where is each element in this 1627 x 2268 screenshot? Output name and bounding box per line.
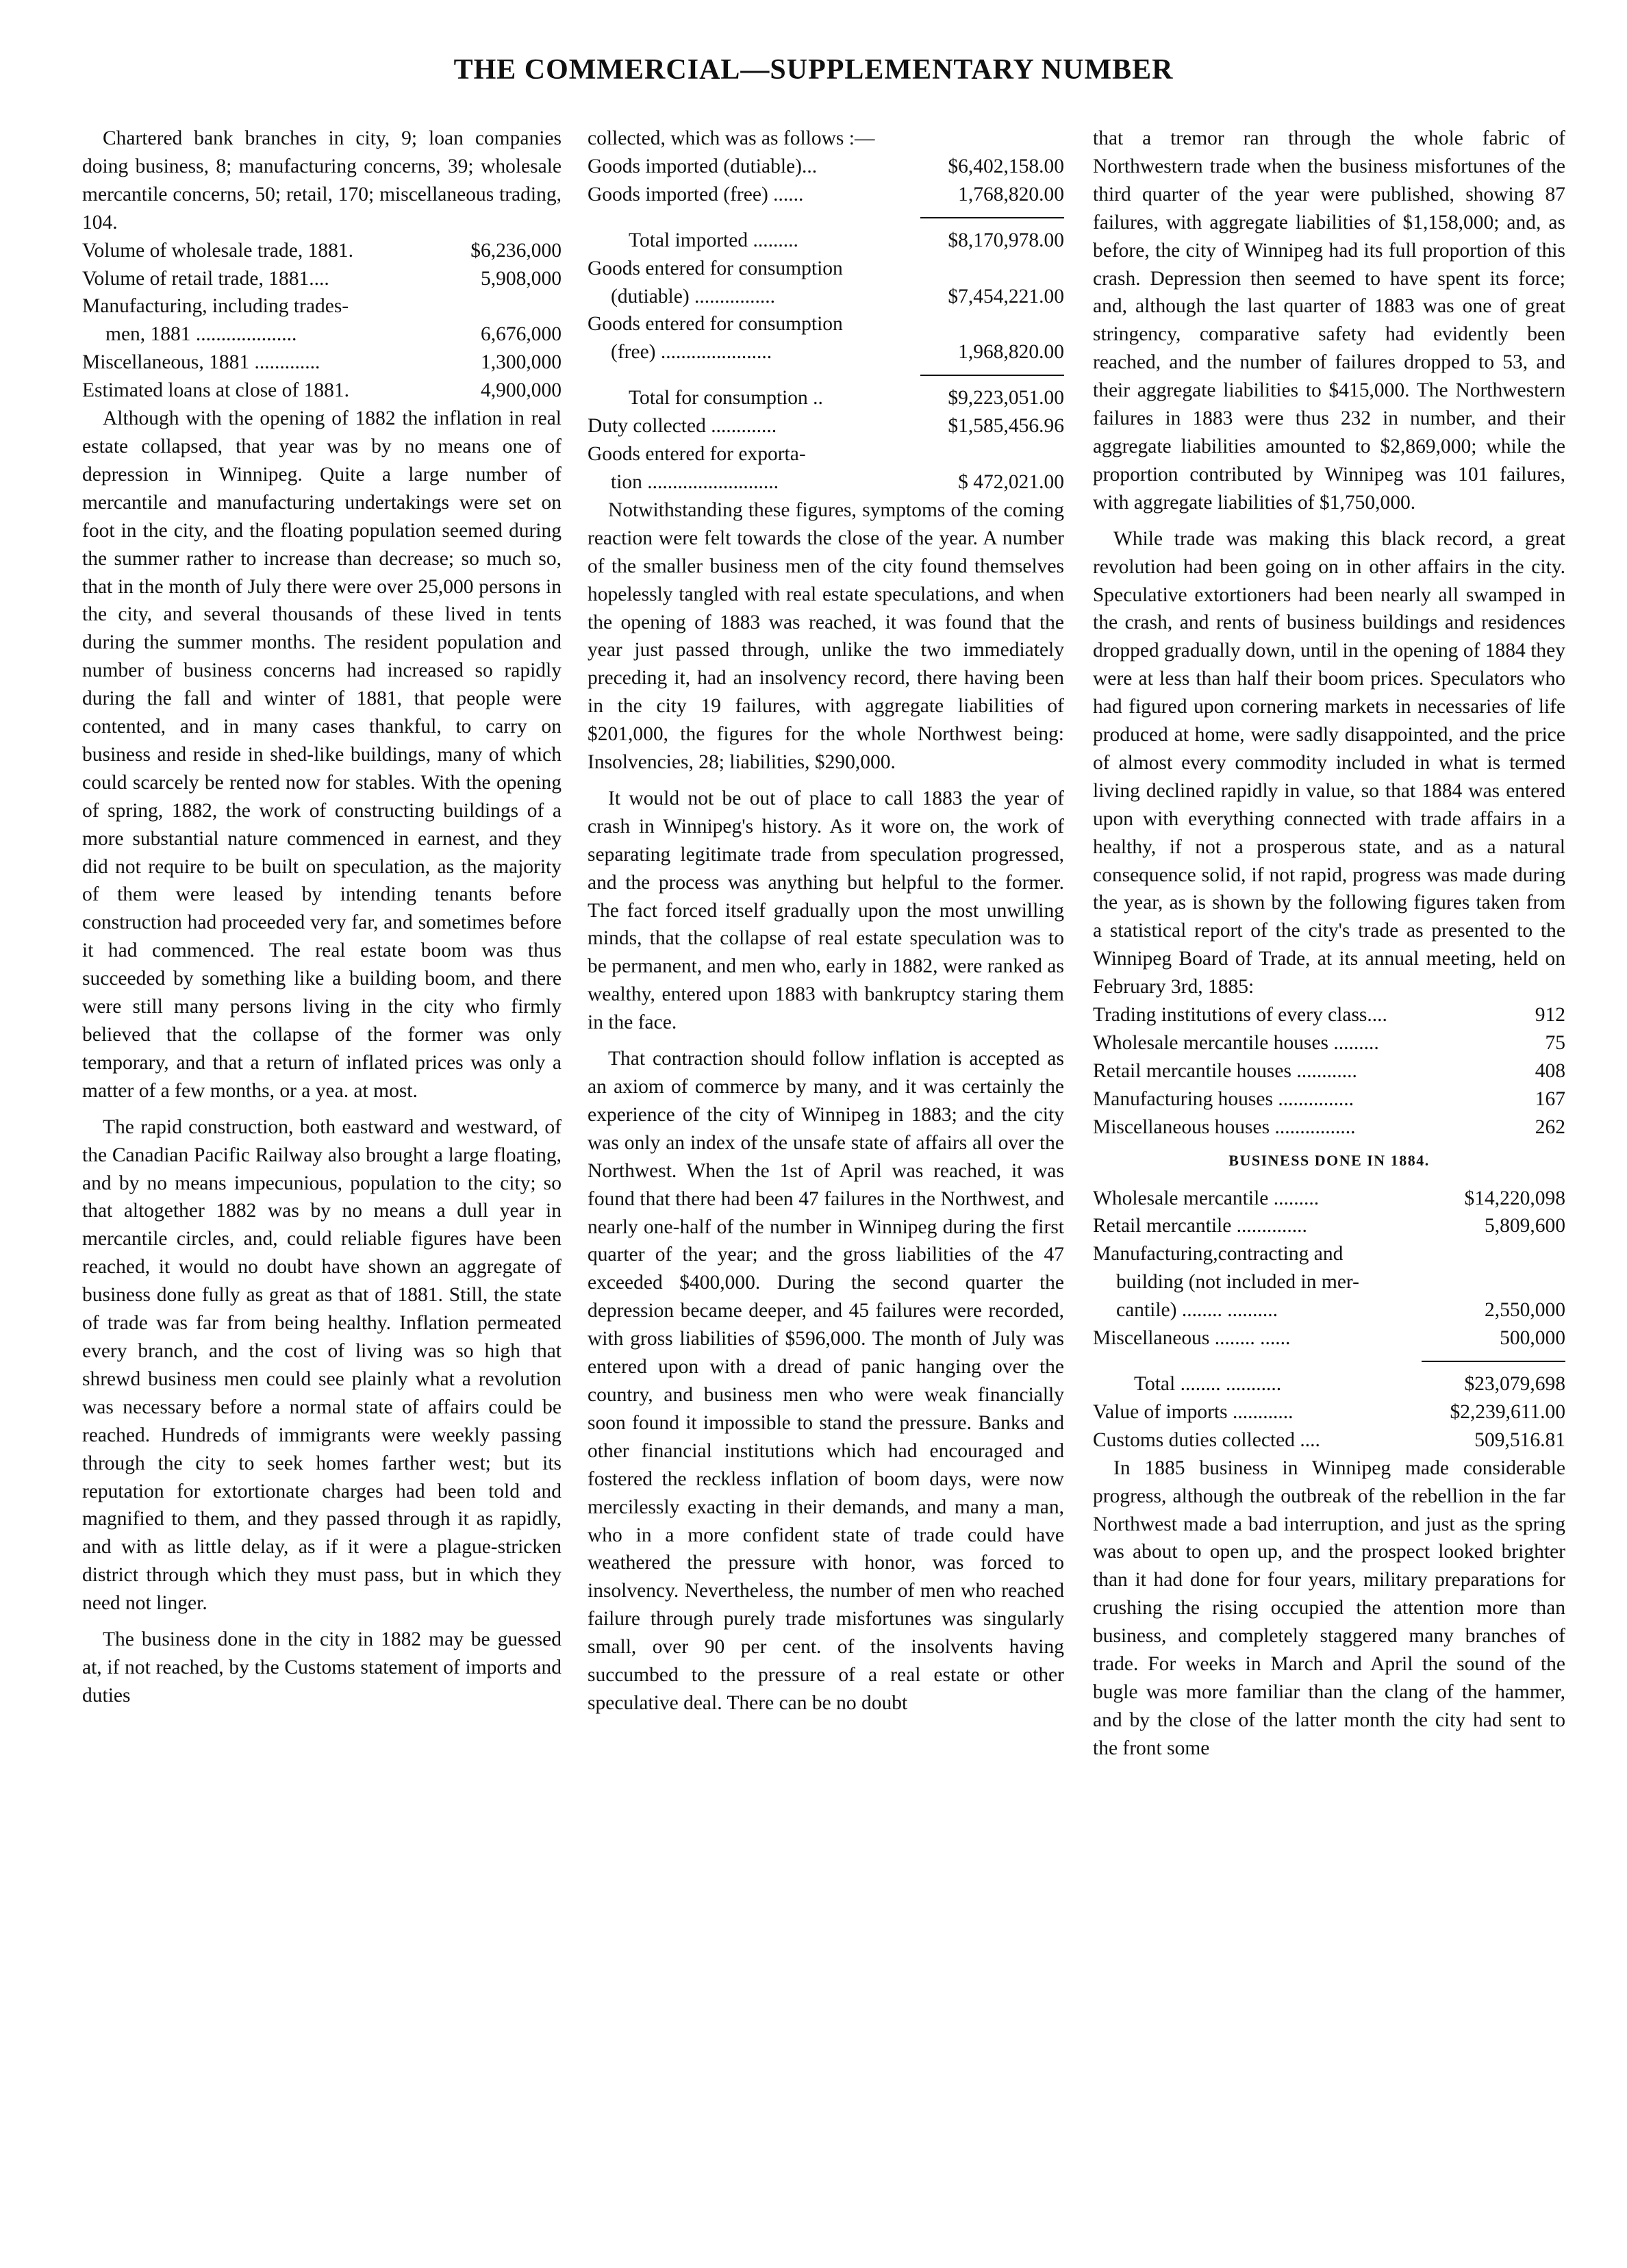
stat-line bbox=[1093, 1296, 1565, 1324]
stat-line bbox=[588, 181, 1064, 209]
stat-line bbox=[588, 338, 1064, 366]
stat-value: 167 bbox=[1535, 1087, 1565, 1110]
stat-value: 262 bbox=[1535, 1116, 1565, 1138]
stat-line bbox=[588, 468, 1064, 496]
page-header: THE COMMERCIAL—SUPPLEMENTARY NUMBER bbox=[453, 54, 1174, 86]
stat-label: (free) ...................... bbox=[611, 341, 772, 364]
stat-value: $ 472,021.00 bbox=[958, 470, 1064, 493]
stat-line bbox=[1093, 1398, 1565, 1426]
stat-line bbox=[82, 237, 562, 265]
paragraph: that a tremor ran through the whole fabric of Northwestern trade when the business misfortunes of the third quarter of the year were published, showing 87 failures, with aggregate liabilities of $1,158,000; and, as before, the city of Winnipeg had its full proportion of this crash. Depression then seemed to have spent its force; and, although the last quarter of 1883 was one of great stringency, comparative safety had evidently been reached, and the number of failures dropped to 53, and their aggregate liabilities to $415,000. The Northwestern failures in 1883 were thus 232 in number, and their aggregate liabilities amounted to $2,869,000; while the proportion contributed by Winnipeg was 101 failures, with aggregate liabilities of $1,750,000. bbox=[1093, 127, 1565, 514]
stat-line bbox=[588, 283, 1064, 311]
stat-value: 1,968,820.00 bbox=[958, 341, 1064, 364]
stat-value: $1,585,456.96 bbox=[948, 415, 1064, 438]
stat-label: Retail mercantile houses ............ bbox=[1093, 1059, 1357, 1082]
stat-label: Total for consumption .. bbox=[629, 387, 823, 410]
stat-value: $8,170,978.00 bbox=[948, 229, 1064, 251]
stat-label: Total ........ ........... bbox=[1134, 1372, 1282, 1395]
stat-label: Trading institutions of every class.... bbox=[1093, 1004, 1387, 1026]
stat-value: $7,454,221.00 bbox=[948, 285, 1064, 307]
stat-line bbox=[82, 377, 562, 405]
paragraph: The rapid construction, both eastward and westward, of the Canadian Pacific Railway also brought a large floating, and by no means impecunious, population to the city; so that altogether 1882 was by no means a dull year in mercantile circles, and, could reliable figures have been reached, it would no doubt have shown an aggregate of business done fully as great as that of 1881. Still, the state of trade was far from being healthy. Inflation permeated every branch, and the cost of living was so high that shrewd business men could see plainly what a revolution was necessary before a normal state of affairs could be reached. Hundreds of immigrants were weekly passing through the city to seek homes farther west; but its reputation for extortionate charges had been told and magnified to them, and they passed through it as rapidly, and with as little delay, as if it were a plague-stricken district through which they must pass, but in which they need not linger. bbox=[82, 1116, 562, 1615]
stat-label: Manufacturing,contracting and bbox=[1093, 1243, 1344, 1265]
stat-label: Total imported ......... bbox=[629, 229, 798, 251]
paragraph: Notwithstanding these figures, symptoms of the coming reaction were felt towards the close of the year. A number of the smaller business men of the city found themselves hopelessly tangled with real estate speculations, and when the opening of 1883 was reached, it was found that the year just passed through, unlike the two immediately preceding it, had an insolvency record, there having been in the city 19 failures, with aggregate liabilities of $201,000, the figures for the whole Northwest being: Insolvencies, 28; liabilities, $290,000. bbox=[588, 499, 1064, 774]
stat-value: $14,220,098 bbox=[1464, 1187, 1565, 1209]
column-1 bbox=[82, 125, 562, 2254]
stat-value: $6,402,158.00 bbox=[948, 155, 1064, 177]
stat-line bbox=[588, 412, 1064, 440]
paragraph: That contraction should follow inflation is accepted as an axiom of commerce by many, and it was certainly the experience of the city of Winnipeg in 1883; and the city was only an index of the unsafe state of affairs all over the Northwest. When the 1st of April was reached, it was found that there had been 47 failures in the Northwest, and nearly one-half of the number in Winnipeg during the first quarter of the year; and the gross liabilities of the 47 exceeded $400,000. During the second quarter the depression became deeper, and 45 failures were recorded, with gross liabilities of $596,000. The month of July was entered upon with a dread of panic hanging over the country, and business men who were weak financially soon found it impossible to stand the pressure. Banks and other financial institutions which had encouraged and fostered the reckless inflation of boom days, were now mercilessly exacting in their demands, and many a man, who in a more confident state of trade could have weathered the pressure with honor, was forced to insolvency. Nevertheless, the number of men who reached failure through purely trade misfortunes was singularly small, over 90 per cent. of the insolvents having succumbed to the pressure of a real estate or other speculative deal. There can be no doubt bbox=[588, 1048, 1064, 1714]
stat-label: Volume of retail trade, 1881.... bbox=[82, 267, 329, 290]
stat-label: Duty collected ............. bbox=[588, 415, 777, 438]
stat-value: $6,236,000 bbox=[470, 239, 562, 262]
stat-value: 408 bbox=[1535, 1059, 1565, 1082]
stat-label: cantile) ........ .......... bbox=[1116, 1299, 1278, 1322]
stat-line bbox=[82, 320, 562, 349]
stat-label: tion .......................... bbox=[611, 470, 779, 493]
stat-value: 912 bbox=[1535, 1004, 1565, 1026]
stat-value: 2,550,000 bbox=[1485, 1299, 1565, 1322]
stat-label: Goods entered for exporta- bbox=[588, 443, 806, 466]
paragraph: The business done in the city in 1882 may be guessed at, if not reached, by the Customs statement of imports and duties bbox=[82, 1628, 562, 1706]
column-2 bbox=[588, 125, 1064, 2254]
total-rule bbox=[920, 217, 1064, 218]
stat-line bbox=[588, 153, 1064, 181]
stat-value: $23,079,698 bbox=[1464, 1372, 1565, 1395]
stat-label: men, 1881 .................... bbox=[105, 323, 297, 346]
stat-line bbox=[1093, 1426, 1565, 1454]
stat-label: Manufacturing, including trades- bbox=[82, 295, 349, 318]
total-rule bbox=[920, 375, 1064, 376]
stat-line bbox=[1093, 1001, 1565, 1029]
stat-line bbox=[1093, 1324, 1565, 1352]
stat-line bbox=[1093, 1057, 1565, 1085]
stat-value: $9,223,051.00 bbox=[948, 387, 1064, 410]
stat-line bbox=[1093, 1113, 1565, 1142]
stat-label: Volume of wholesale trade, 1881. bbox=[82, 239, 353, 262]
stat-line bbox=[588, 227, 1064, 255]
paragraph: In 1885 business in Winnipeg made considerable progress, although the outbreak of the rebellion in the far Northwest made a bad interruption, and just as the spring was about to open up, and the prospect looked brighter than it had done for four years, military preparations for crushing the rising occupied the attention more than business, and completely staggered many branches of trade. For weeks in March and April the sound of the bugle was more familiar than the clang of the hammer, and by the close of the latter month the city had sent to the front some bbox=[1093, 1457, 1565, 1759]
stat-value: 4,900,000 bbox=[481, 379, 562, 402]
stat-line bbox=[82, 265, 562, 293]
stat-value: 5,809,600 bbox=[1485, 1215, 1565, 1237]
stat-value: 509,516.81 bbox=[1474, 1428, 1565, 1451]
stat-label: Wholesale mercantile ......... bbox=[1093, 1187, 1320, 1209]
stat-value: 6,676,000 bbox=[481, 323, 562, 346]
stat-label: Estimated loans at close of 1881. bbox=[82, 379, 349, 402]
stat-value: 5,908,000 bbox=[481, 267, 562, 290]
stat-value: 1,300,000 bbox=[481, 351, 562, 374]
paragraph: Chartered bank branches in city, 9; loan companies doing business, 8; manufacturing concerns, 39; wholesale mercantile concerns, 50; retail, 170; miscellaneous trading, 104. bbox=[82, 127, 562, 234]
stat-value: 75 bbox=[1545, 1032, 1565, 1054]
stat-label: Miscellaneous houses ................ bbox=[1093, 1116, 1356, 1138]
total-rule bbox=[1422, 1361, 1565, 1362]
stat-label: Miscellaneous ........ ...... bbox=[1093, 1327, 1291, 1350]
stat-label: Manufacturing houses ............... bbox=[1093, 1087, 1354, 1110]
stat-label: Goods imported (free) ...... bbox=[588, 183, 804, 205]
paragraph: collected, which was as follows :— bbox=[588, 127, 875, 149]
stat-label: (dutiable) ................ bbox=[611, 285, 776, 307]
stat-label: building (not included in mer- bbox=[1116, 1271, 1359, 1294]
stat-label: Retail mercantile .............. bbox=[1093, 1215, 1307, 1237]
stat-value: 1,768,820.00 bbox=[958, 183, 1064, 205]
stat-label: Value of imports ............ bbox=[1093, 1400, 1294, 1423]
stat-line bbox=[1093, 1085, 1565, 1113]
stat-label: Goods entered for consumption bbox=[588, 313, 843, 336]
paragraph: Although with the opening of 1882 the inflation in real estate collapsed, that year was by no means one of depression in Winnipeg. Quite a large number of mercantile and manufacturing undertakings were set on foot in the city, and the floating population seemed during the summer rather to increase than decrease; so much so, that in the month of July there were over 25,000 persons in the city, and several thousands of these lived in tents during the summer months. The resident population and number of business concerns had increased so rapidly during the fall and winter of 1881, that people were contented, and in many cases thankful, to carry on business and reside in shed-like buildings, many of which could scarcely be rented now for stables. With the opening of spring, 1882, the work of constructing buildings of a more substantial nature commenced in earnest, and they did not require to be built on speculation, as the majority of them were leased by intending tenants before construction had proceeded very far, and sometimes before it had commenced. The real estate boom was thus succeeded by something like a building boom, and there were still many persons living in the city who firmly believed that the collapse of the former was only temporary, and that a return of inflated prices was only a matter of a few months, or a yea. at most. bbox=[82, 407, 562, 1102]
stat-label: Customs duties collected .... bbox=[1093, 1428, 1320, 1451]
stat-label: Goods imported (dutiable)... bbox=[588, 155, 818, 177]
section-subheading: BUSINESS DONE IN 1884. bbox=[1228, 1151, 1430, 1169]
stat-label: Goods entered for consumption bbox=[588, 257, 843, 279]
column-3 bbox=[1093, 125, 1565, 2254]
stat-line bbox=[588, 384, 1064, 412]
stat-line bbox=[1093, 1212, 1565, 1240]
stat-value: 500,000 bbox=[1500, 1327, 1565, 1350]
stat-line bbox=[1093, 1185, 1565, 1213]
stat-label: Miscellaneous, 1881 ............. bbox=[82, 351, 320, 374]
stat-line bbox=[1093, 1029, 1565, 1057]
stat-line bbox=[82, 349, 562, 377]
paragraph: It would not be out of place to call 1883 the year of crash in Winnipeg's history. As it wore on, the work of separating legitimate trade from speculation progressed, and the process was anything but helpful to the former. The fact forced itself gradually upon the most unwilling minds, that the collapse of real estate speculation was to be permanent, and men who, early in 1882, were ranked as wealthy, entered upon 1883 with bankruptcy staring them in the face. bbox=[588, 787, 1064, 1034]
paragraph: While trade was making this black record, a great revolution had been going on in other affairs in the city. Speculative extortioners had been nearly all swamped in the crash, and rents of business buildings and residences dropped gradually down, until in the opening of 1884 they were at less than half their boom prices. Speculators who had figured upon cornering markets in necessaries of life produced at home, were sadly disappointed, and the price of almost every commodity included in what is termed living declined rapidly in value, so that 1884 was entered upon with everything connected with trade affairs in a healthy, if not a prosperous state, and as a natural consequence solid, if not rapid, progress was made during the year, as is shown by the following figures taken from a statistical report of the city's trade as presented to the Winnipeg Board of Trade, at its annual meeting, held on February 3rd, 1885: bbox=[1093, 527, 1565, 998]
stat-line bbox=[1093, 1370, 1565, 1398]
stat-value: $2,239,611.00 bbox=[1450, 1400, 1565, 1423]
stat-label: Wholesale mercantile houses ......... bbox=[1093, 1032, 1379, 1054]
